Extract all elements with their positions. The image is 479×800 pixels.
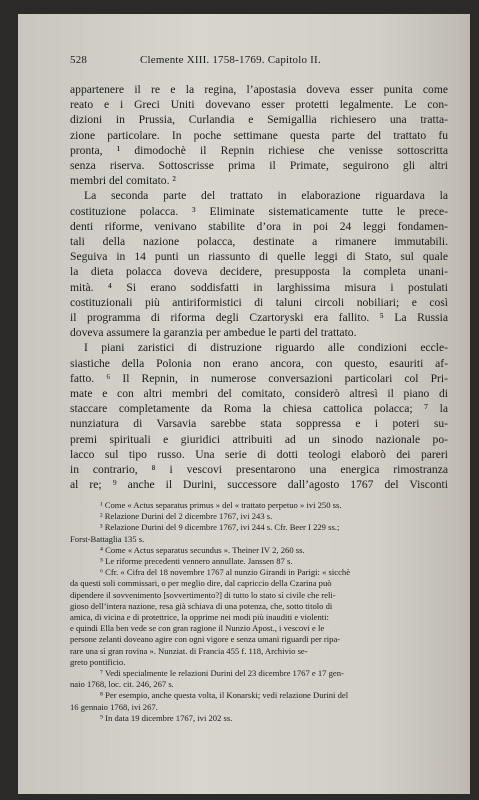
text-line: fatto. ⁶ Il Repnin, in numerose conversazioni particolari col Pri- [70,371,448,385]
text-line: La seconda parte del trattato in elaborazione riguardava la [84,189,448,203]
main-text [70,82,448,492]
running-title: Clemente XIII. 1758-1769. Capitolo II. [140,54,321,66]
footnote-line: gioso dell’intera nazione, resa già schiava di una potenza, che, sotto titolo di [70,600,333,611]
footnote-line: naio 1768, loc. cit. 246, 267 s. [70,679,174,690]
page-number: 528 [70,54,88,66]
text-line: siastiche della Polonia non erano ancora, con questo, esauriti af- [70,356,448,370]
text-line: appartenere il re e la regina, l’apostasia doveva esser punita come [70,83,448,96]
text-line: costituzione polacca. ³ Eliminate sistematicamente tutte le prece- [70,204,448,218]
text-line: senza riserva. Sottoscrisse prima il Primate, seguirono gli altri [70,159,448,173]
footnote-line: ⁹ In data 19 dicembre 1767, ivi 202 ss. [100,712,233,723]
footnote-line: ¹ Come « Actus separatus primus » del « trattato perpetuo » ivi 250 ss. [100,500,342,510]
text-line: la dieta polacca doveva decidere, presupposta la completa unani- [70,265,448,279]
text-line: in contrario, ⁸ i vescovi presentarono una energica rimostranza [70,463,448,477]
footnote-line: ⁶ Cfr. « Cifra del 18 novembre 1767 al nunzio Girandi in Parigi: « sicchè [100,567,351,578]
text-line: membri del comitato. ² [70,174,176,188]
book-page [18,14,470,794]
text-line: il programma di riforma degli Czartoryski era fallito. ⁵ La Russia [70,311,448,325]
text-line: zione particolare. In poche settimane questa parte del trattato fu [70,128,448,142]
footnote-line: ⁸ Per esempio, anche questa volta, il Konarski; vedi relazione Durini del [100,690,349,701]
text-line: mate e con altri membri del comitato, considerò altresì il piano di [70,387,448,401]
text-line: mità. ⁴ Si erano soddisfatti in larghissima misura i postulati [70,280,448,294]
footnote-line: rare una sì gran rovina ». Nunziat. di Francia 455 f. 118, Archivio se- [70,645,308,656]
text-line: dizioni in Prussia, Curlandia e Semigallia richiesero una tratta- [70,113,448,127]
footnote-line: ⁴ Come « Actus separatus secundus ». Theiner IV 2, 260 ss. [100,544,305,555]
footnote-line: Forst-Battaglia 135 s. [70,533,145,544]
footnote-line: amica, di vicina e di protettrice, la opprime nei modi più inauditi e violenti: [70,612,329,623]
footnote-line: da questi soli commissari, o per meglio dire, dal capriccio della Czarina può [70,578,332,589]
footnote-line: greto pontificio. [70,656,126,667]
footnote-line: dipendere il sovvenimento [sovvertimento?] di tutto lo stato sì civile che reli- [70,589,336,600]
footnote-line: persone zelanti doveano agire con ogni vigore e senza umani riguardi per ripa- [70,634,341,645]
footnote-line: ³ Relazione Durini del 9 dicembre 1767, ivi 244 s. Cfr. Beer I 229 ss.; [100,522,340,533]
text-line: nunziatura di Varsavia sarebbe stata soppressa e i poteri su- [70,417,448,431]
text-line: denti riforme, venivano stabilite d’ora in poi 24 leggi fondamen- [70,219,448,233]
text-line: lacco sul tipo russo. Una serie di dotti teologi elaborò dei pareri [70,447,448,461]
text-line: reato e i Greci Uniti dovevano esser protetti legalmente. Le con- [70,98,448,112]
footnote-line: ² Relazione Durini del 2 dicembre 1767, ivi 243 s. [100,511,273,522]
text-line: pronta, ¹ dimodochè il Repnin richiese che venisse sottoscritta [70,143,448,157]
footnote-line: ⁷ Vedi specialmente le relazioni Durini del 23 dicembre 1767 e 17 gen- [100,668,344,679]
text-line: Seguiva in 14 punti un riassunto di quelle leggi di Stato, sul quale [70,250,448,264]
text-line: staccare completamente da Roma la chiesa cattolica polacca; ⁷ la [70,402,448,416]
text-line: al re; ⁹ anche il Durini, successore dall’agosto 1767 del Visconti [70,478,448,492]
footnote-line: e quindi Ella ben vede se con gran ragione il Nunzio Apost., i vescovi e le [70,623,325,634]
footnotes [70,500,454,724]
footnote-line: ⁵ Le riforme precedenti vennero annullate. Janssen 87 s. [100,556,293,567]
text-line: tali della nazione polacca, destinate a rimanere immutabili. [70,235,448,249]
text-line: doveva assumere la garanzia per ambedue le parti del trattato. [70,326,357,340]
footnote-line: 16 gennaio 1768, ivi 267. [70,701,158,712]
text-line: I piani zaristici di distruzione riguardo alle condizioni eccle- [84,341,448,355]
text-line: premi spirituali e giuridici attribuiti ad un sinodo nazionale po- [70,432,448,446]
text-line: costituzionali più antiriformistici di taluni circoli nobiliari; e così [70,295,448,309]
